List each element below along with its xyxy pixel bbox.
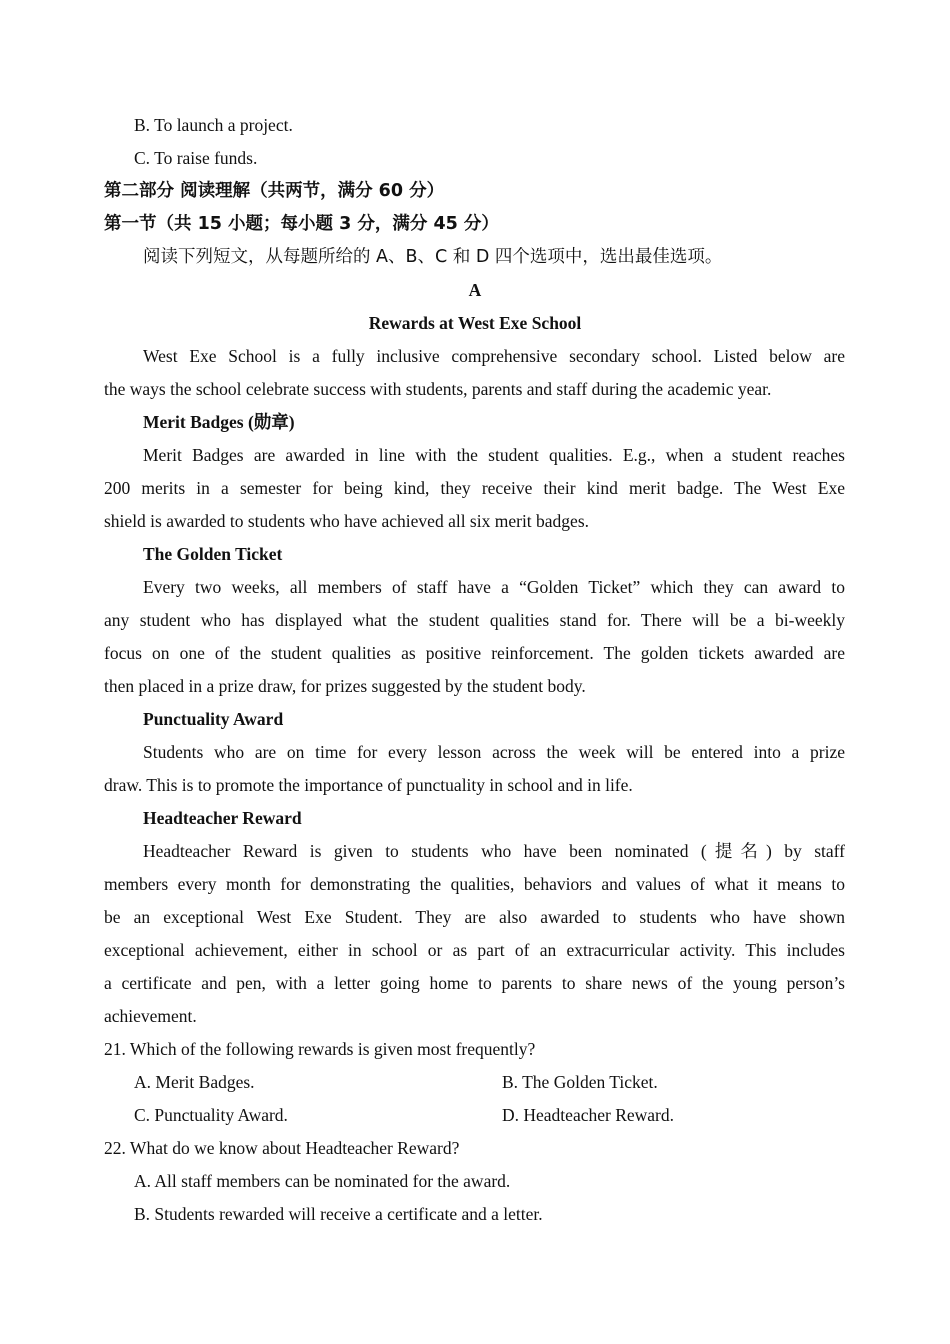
paragraph-line: shield is awarded to students who have achieved all six merit badges.: [104, 511, 590, 531]
intro-line: the ways the school celebrate success with students, parents and staff during the academic year.: [104, 379, 772, 399]
paragraph-line: focus on one of the student qualities as positive reinforcement. The golden tickets awarded are: [104, 643, 845, 663]
paragraph-line: Students who are on time for every lesson across the week will be entered into a prize: [143, 742, 845, 762]
question-22-option-a: A. All staff members can be nominated for the award.: [134, 1171, 511, 1191]
paragraph-line: any student who has displayed what the student qualities stand for. There will be a bi-weekly: [104, 610, 845, 630]
question-21-stem: 21. Which of the following rewards is given most frequently?: [104, 1039, 536, 1059]
section-heading-merit-badges: Merit Badges (勋章): [143, 412, 295, 432]
paragraph-line: Merit Badges are awarded in line with the student qualities. E.g., when a student reaches: [143, 445, 845, 465]
question-21-option-d: D. Headteacher Reward.: [502, 1105, 674, 1125]
paragraph-line: a certificate and pen, with a letter going home to parents to share news of the young person’s: [104, 973, 845, 993]
section-heading-punctuality: Punctuality Award: [143, 709, 284, 729]
paragraph-line: 200 merits in a semester for being kind, they receive their kind merit badge. The West Exe: [104, 478, 845, 498]
paragraph-line: exceptional achievement, either in school or as part of an extracurricular activity. This includes: [104, 940, 845, 960]
reading-instruction: 阅读下列短文，从每题所给的 A、B、C 和 D 四个选项中，选出最佳选项。: [143, 247, 723, 267]
passage-label: A: [468, 280, 482, 300]
paragraph-line: Headteacher Reward is given to students who have been nominated (提名) by staff: [143, 841, 845, 861]
question-22-option-b: B. Students rewarded will receive a certificate and a letter.: [134, 1204, 543, 1224]
paragraph-line: members every month for demonstrating the qualities, behaviors and values of what it means to: [104, 874, 845, 894]
paragraph-line: be an exceptional West Exe Student. They are also awarded to students who have shown: [104, 907, 845, 927]
paragraph-line: then placed in a prize draw, for prizes suggested by the student body.: [104, 676, 586, 696]
section-heading-headteacher: Headteacher Reward: [143, 808, 302, 828]
question-21-option-a: A. Merit Badges.: [134, 1072, 255, 1092]
section1-title: 第一节（共 15 小题；每小题 3 分，满分 45 分）: [104, 214, 499, 234]
intro-line: West Exe School is a fully inclusive comprehensive secondary school. Listed below are: [143, 346, 845, 366]
prev-option-c: C. To raise funds.: [134, 148, 258, 168]
question-21-option-b: B. The Golden Ticket.: [502, 1072, 658, 1092]
passage-title: Rewards at West Exe School: [368, 313, 582, 333]
prev-option-b: B. To launch a project.: [134, 115, 293, 135]
part2-title: 第二部分 阅读理解（共两节，满分 60 分）: [104, 181, 445, 201]
paragraph-line: draw. This is to promote the importance of punctuality in school and in life.: [104, 775, 633, 795]
question-21-option-c: C. Punctuality Award.: [134, 1105, 288, 1125]
question-22-stem: 22. What do we know about Headteacher Reward?: [104, 1138, 460, 1158]
section-heading-golden-ticket: The Golden Ticket: [143, 544, 283, 564]
paragraph-line: Every two weeks, all members of staff have a “Golden Ticket” which they can award to: [143, 577, 845, 597]
paragraph-line: achievement.: [104, 1006, 197, 1026]
